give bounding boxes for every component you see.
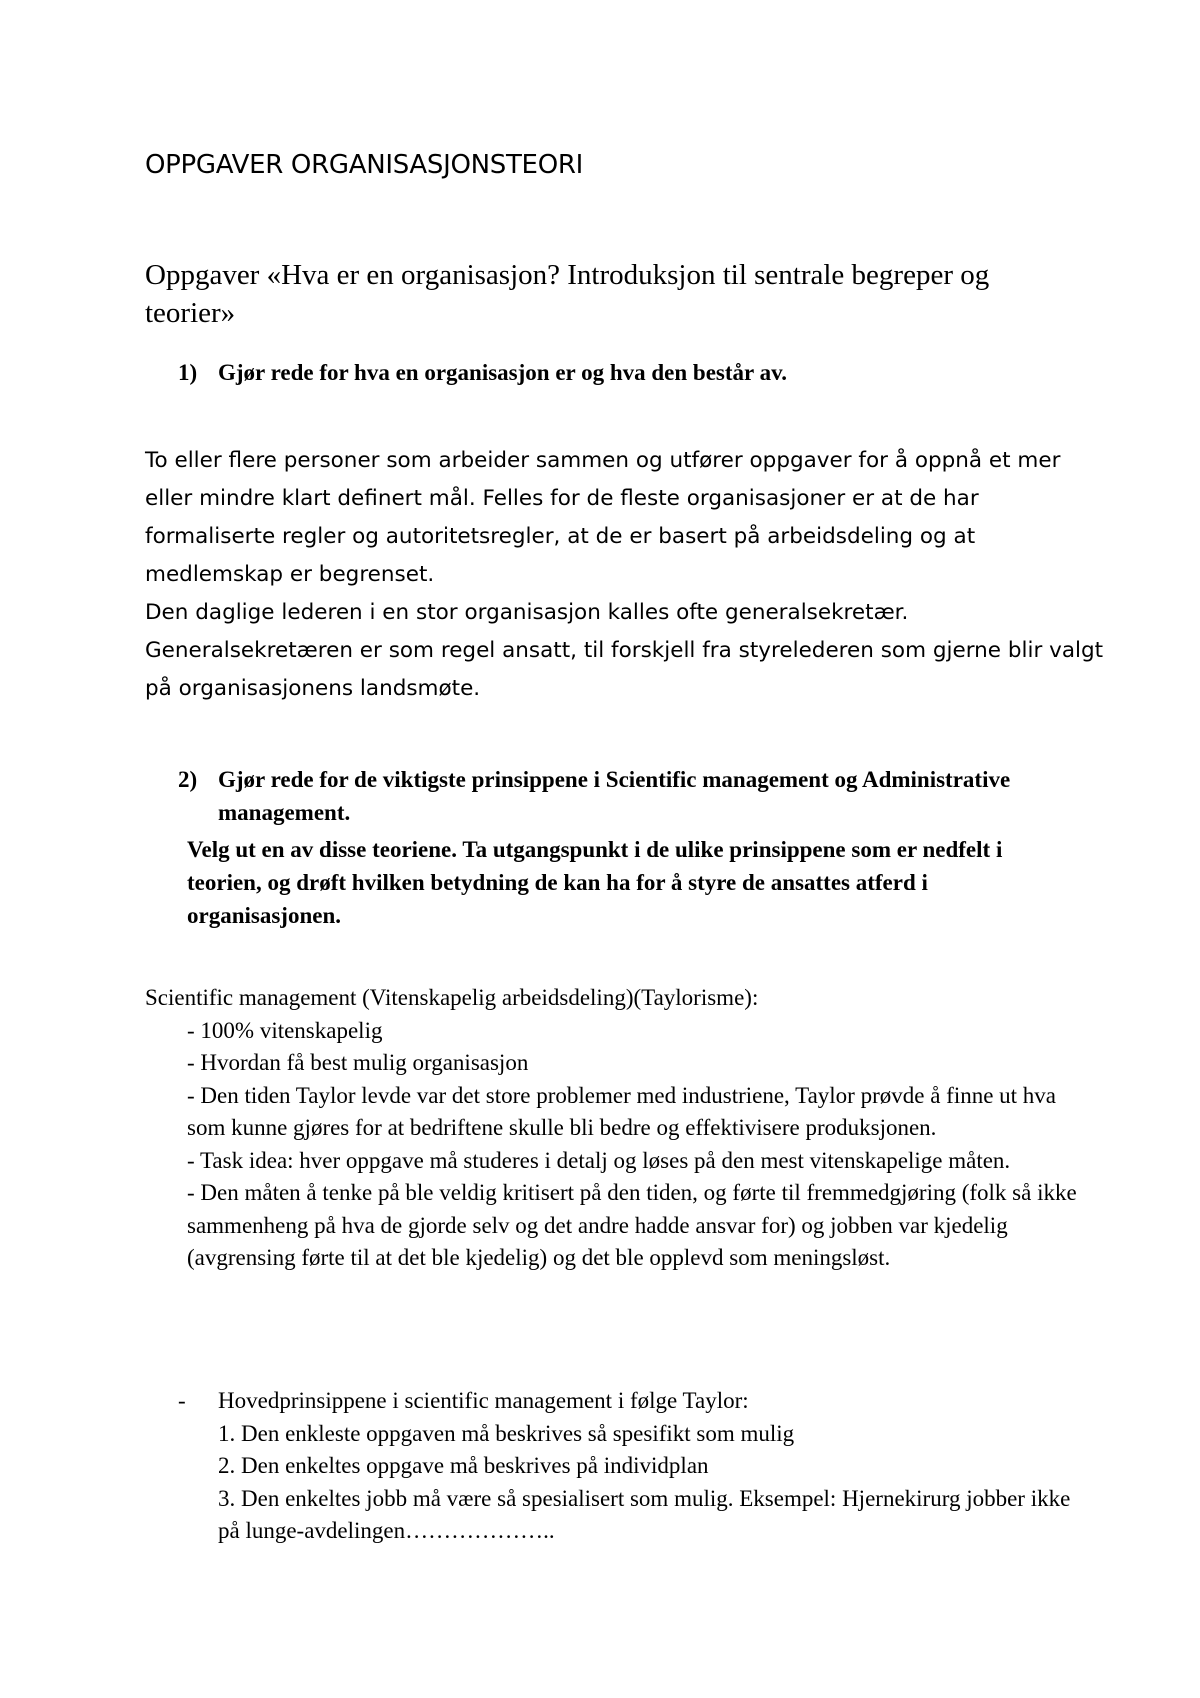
list-item: - Den måten å tenke på ble veldig kritisert på den tiden, og førte til fremmedgjøring (folk så ikke sammenheng på hva de gjorde selv og det andre hadde ansvar for) og jobben var kjedelig (avgrensing førte til at det ble kjedelig) og det ble opplevd som meningsløst.	[187, 1180, 1077, 1270]
document-title: OPPGAVER ORGANISASJONSTEORI	[145, 150, 583, 180]
principle-item: 3. Den enkeltes jobb må være så spesialisert som mulig. Eksempel: Hjernekirurg jobber ikke på lunge-avdelingen………………..	[218, 1485, 1071, 1543]
list-item: - Task idea: hver oppgave må studeres i detalj og løses på den mest vitenskapelige måten.	[187, 1147, 1011, 1173]
bullet-dash: -	[178, 1388, 186, 1413]
principles-list	[178, 1385, 1078, 1548]
section-heading: Oppgaver «Hva er en organisasjon? Introduksjon til sentrale begreper og teorier»	[145, 259, 990, 329]
question-2	[178, 763, 1058, 829]
question-2-number: 2)	[178, 767, 198, 792]
scientific-management-heading: Scientific management (Vitenskapelig arbeidsdeling)(Taylorisme):	[145, 985, 759, 1010]
question-2-text: Gjør rede for de viktigste prinsippene i Scientific management og Administrative management.	[218, 767, 1011, 825]
scientific-management-notes	[145, 982, 1095, 1275]
principle-item: 2. Den enkeltes oppgave må beskrives på individplan	[218, 1453, 709, 1478]
question-1-number: 1)	[178, 360, 198, 385]
list-item: - Den tiden Taylor levde var det store problemer med industriene, Taylor prøvde å finne ut hva som kunne gjøres for at bedriftene skulle bli bedre og effektivisere produksjonen.	[187, 1082, 1057, 1140]
answer-1	[145, 442, 1105, 708]
list-item: - Hvordan få best mulig organisasjon	[187, 1050, 529, 1075]
principle-item: 1. Den enkleste oppgaven må beskrives så spesifikt som mulig	[218, 1420, 795, 1446]
question-1-text: Gjør rede for hva en organisasjon er og hva den består av.	[218, 360, 788, 385]
question-1	[178, 358, 1078, 388]
answer-1-paragraph: Den daglige lederen i en stor organisasjon kalles ofte generalsekretær. Generalsekretæren er som regel ansatt, til forskjell fra styrelederen som gjerne blir valgt på organisasjonens landsmøte.	[145, 600, 1104, 701]
answer-1-paragraph: To eller flere personer som arbeider sammen og utfører oppgaver for å oppnå et mer eller mindre klart definert mål. Felles for de fleste organisasjoner er at de har formaliserte regler og autoritetsregler, at de er basert på arbeidsdeling og at medlemskap er begrenset.	[145, 448, 1061, 587]
list-item: - 100% vitenskapelig	[187, 1017, 383, 1043]
question-2-subtext: Velg ut en av disse teoriene. Ta utgangspunkt i de ulike prinsippene som er nedfelt i teorien, og drøft hvilken betydning de kan ha for å styre de ansattes atferd i organisasjonen.	[187, 837, 1003, 928]
principles-intro: Hovedprinsippene i scientific management i følge Taylor:	[218, 1388, 749, 1413]
